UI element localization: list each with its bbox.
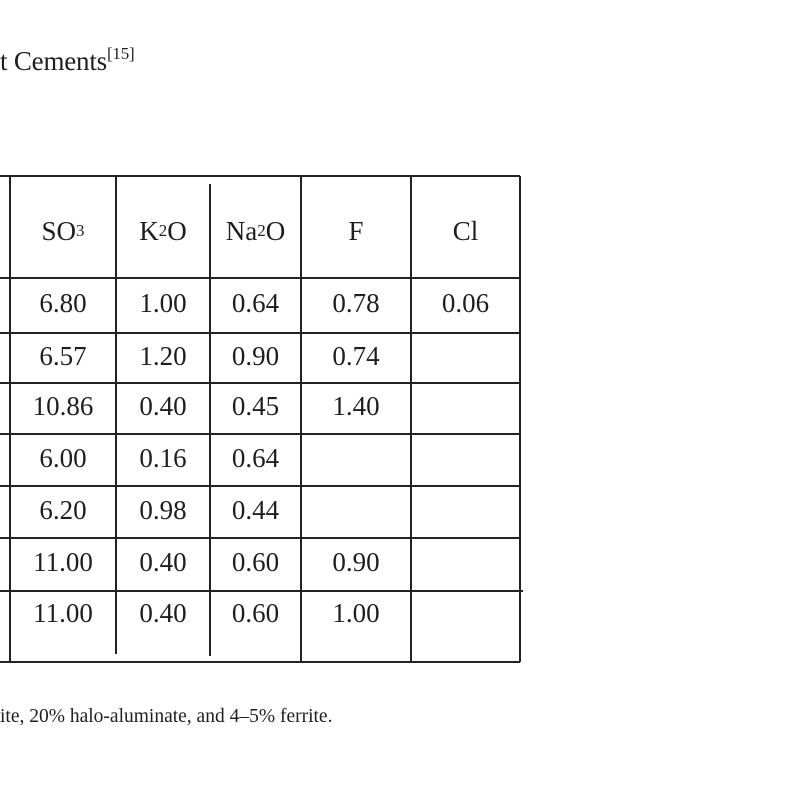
column-header: Na 2 O [225,215,286,246]
table-cell: 11.00 [33,547,93,577]
table-cell: 0.64 [231,442,280,473]
table-cell: 1.00 [139,288,187,318]
table-cell: 1.20 [139,340,187,371]
table-cell [301,432,411,484]
table-cell: 0.45 [231,391,280,421]
table-cell: 1.40 [332,391,380,421]
table-cell: 0.98 [139,494,187,525]
table-cell: 0.16 [139,442,187,473]
table-cell: 0.74 [332,340,380,371]
table-cell: 10.86 [32,391,94,421]
table-title-text: t Cements [0,46,107,76]
table-cell: 0.40 [139,597,187,628]
table-title [0,46,134,77]
table-bottom-rule [0,661,520,663]
table-cell [301,484,411,536]
table-footnote: ite, 20% halo-aluminate, and 4–5% ferrite. [0,706,333,727]
table-cell: 0.90 [332,547,380,577]
table-cell: 0.44 [231,494,280,525]
composition-table [0,176,520,662]
table-cell: 0.60 [231,597,280,628]
column-header: K 2 O [139,215,187,246]
column-header: SO 3 [41,215,85,246]
table-top-rule [0,175,520,177]
table-cell: 1.00 [332,597,380,628]
table-cell [411,331,520,381]
table-cell: 0.40 [139,391,187,421]
table-cell [411,536,520,589]
reference-marker: [15] [106,44,135,63]
column-header: Cl [452,215,479,246]
table-cell: 6.57 [39,340,87,371]
table-cell: 0.06 [441,288,490,318]
table-cell: 0.40 [139,547,187,577]
table-cell [411,432,520,484]
table-cell: 0.60 [231,547,280,577]
table-cell: 6.20 [39,494,87,525]
table-cell: 0.64 [231,288,280,318]
table-cell [411,484,520,536]
table-cell: 11.00 [33,597,93,628]
table-cell [411,381,520,432]
table-cell: 0.78 [332,288,380,318]
table-cell: 6.80 [39,288,87,318]
table-cell: 0.90 [231,340,280,371]
table-cell [411,583,520,643]
table-cell: 6.00 [39,442,87,473]
column-header: F [348,215,364,246]
